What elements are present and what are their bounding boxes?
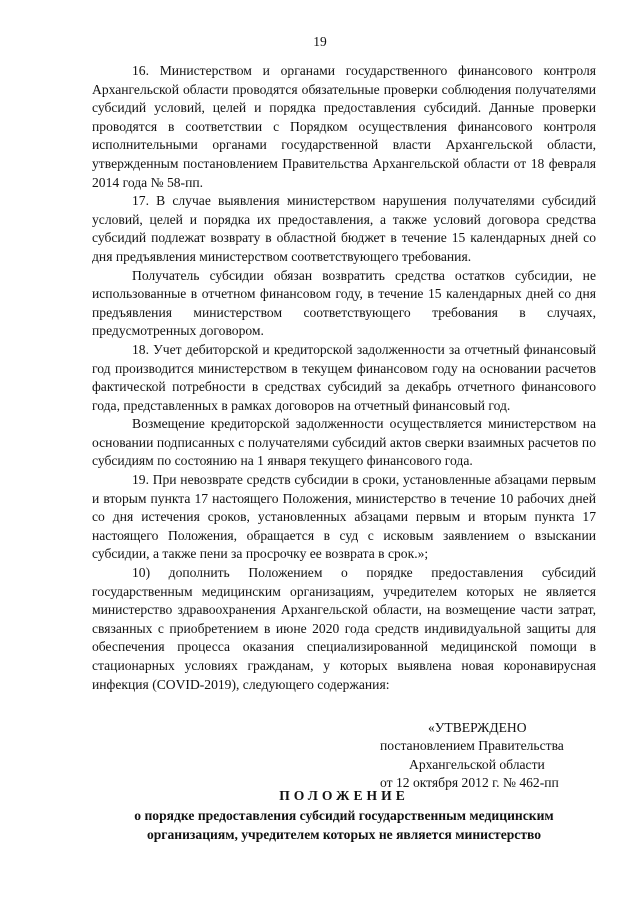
paragraph-18-part-2: Возмещение кредиторской задолженности осуществляется министерством на основании подписанных с получателями субсидий актов сверки взаимных расчетов по субсидиям по состоянию на 1 января текущего финансового года. — [92, 416, 596, 469]
paragraph-19: 19. При невозврате средств субсидии в сроки, установленные абзацами первым и вторым пункта 17 настоящего Положения, министерство в течение 10 рабочих дней со дня истечения сроков, установленных абзацами первым и вторым пункта 17 настоящего Положения, обращается в суд с исковым заявлением о взыскании субсидии, а также пени за просрочку ее возврата в срок.»; — [92, 472, 596, 562]
approval-line-approved: «УТВЕРЖДЕНО — [428, 720, 527, 735]
regulation-title: ПОЛОЖЕНИЕ — [279, 788, 409, 803]
regulation-subtitle-line-1: о порядке предоставления субсидий государственным медицинским — [134, 808, 554, 823]
approval-line-date: от 12 октября 2012 г. № 462-пп — [380, 775, 559, 791]
document-body — [92, 62, 596, 694]
regulation-heading — [92, 786, 596, 844]
approval-line-region: Архангельской области — [409, 756, 545, 772]
approval-line-resolution: постановлением Правительства — [380, 738, 564, 754]
item-10-text: 10) дополнить Положением о порядке предоставления субсидий государственным медицинским организациям, учредителем которых не является министерство здравоохранения Архангельской области, на возмещение части затрат, связанных с приобретением в июне 2020 года средств индивидуальной защиты для обеспечения процесса оказания специализированной медицинской помощи в стационарных условиях гражданам, у которых выявлена новая коронавирусная инфекция (COVID-2019), следующего содержания: — [92, 565, 596, 692]
regulation-subtitle-line-2: организациям, учредителем которых не является министерство — [146, 827, 542, 842]
paragraph-18: 18. Учет дебиторской и кредиторской задолженности за отчетный финансовый год производится министерством в текущем финансовом году на основании расчетов фактической потребности в средствах субсидий за декабрь отчетного финансового года, представленных в рамках договоров на отчетный финансовый год. — [92, 341, 596, 413]
paragraph-17: 17. В случае выявления министерством нарушения получателями субсидий условий, целей и порядка их предоставления, а также условий договора средства субсидий подлежат возврату в областной бюджет в течение 15 календарных дней со дня предъявления министерством соответствующего требования. — [92, 193, 596, 264]
paragraph-17-part-2: Получатель субсидии обязан возвратить средства остатков субсидии, не использованные в отчетном финансовом году, в течение 15 календарных дней со дня предъявления министерством соответствующего требования в случаях, предусмотренных договором. — [92, 267, 596, 339]
approval-stamp-block — [372, 719, 586, 793]
page-number: 19 — [313, 34, 327, 49]
paragraph-16: 16. Министерством и органами государственного финансового контроля Архангельской области проводятся обязательные проверки соблюдения получателями субсидий условий, целей и порядка предоставления субсидий. Данные проверки проводятся в соответствии с Порядком осуществления финансового контроля исполнительными органами государственной власти Архангельской области, утвержденным постановлением Правительства Архангельской области от 18 февраля 2014 года № 58-пп. — [92, 63, 596, 190]
